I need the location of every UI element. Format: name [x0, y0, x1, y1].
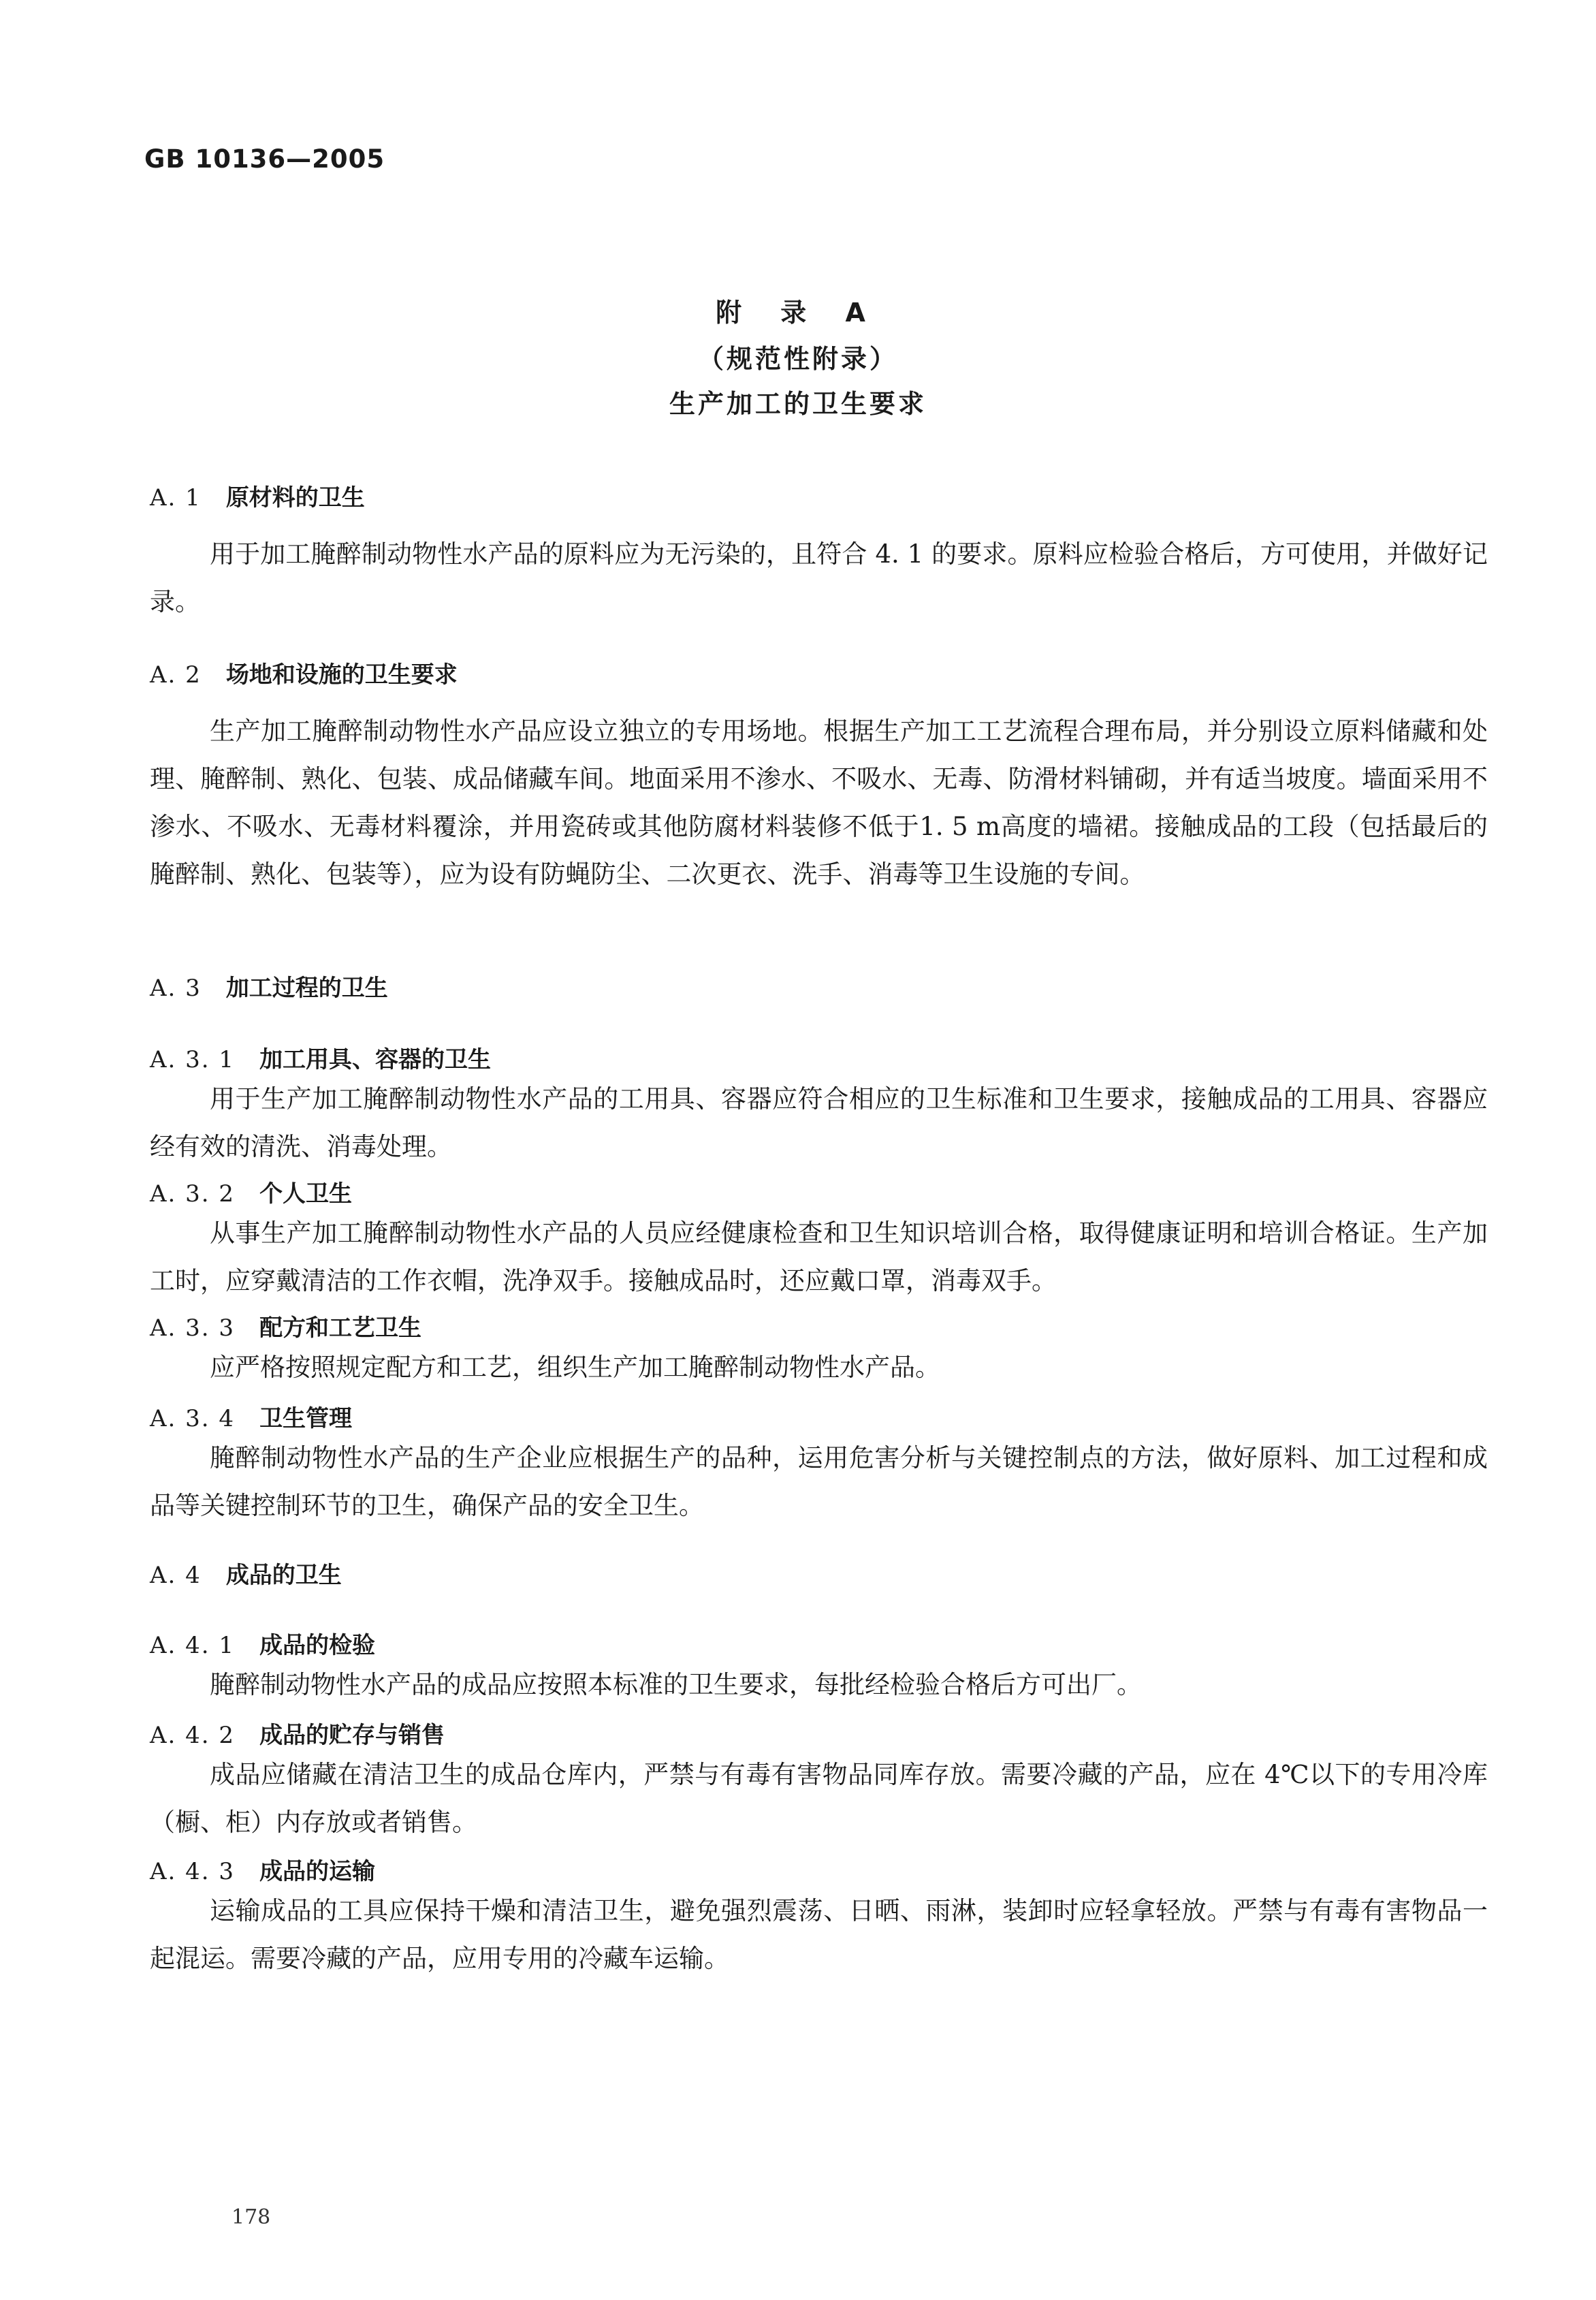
appendix-type: （规范性附录）: [697, 344, 898, 374]
section-title: 加工过程的卫生: [225, 975, 388, 1002]
section-number: A. 3. 1: [150, 1046, 236, 1073]
section-number: A. 3. 2: [150, 1180, 236, 1208]
section-number: A. 3. 4: [150, 1405, 236, 1432]
section-number: A. 3: [150, 975, 202, 1002]
appendix-name: 生产加工的卫生要求: [669, 389, 927, 419]
section-title: 加工用具、容器的卫生: [259, 1046, 492, 1073]
section-heading-a3: [150, 969, 388, 1003]
paragraph-a2: 生产加工腌醉制动物性水产品应设立独立的专用场地。根据生产加工工艺流程合理布局，并分别设立原料储藏和处理、腌醉制、熟化、包装、成品储藏车间。地面采用不渗水、不吸水、无毒、防滑材料铺砌，并有适当坡度。墙面采用不渗水、不吸水、无毒材料覆涂，并用瓷砖或其他防腐材料装修不低于1. 5 m高度的墙裙。接触成品的工段（包括最后的腌醉制、熟化、包装等），应为设有防蝇防尘、二次更衣、洗手、消毒等卫生设施的专间。: [150, 716, 1488, 889]
section-number: A. 4: [150, 1562, 202, 1589]
paragraph-a4-2: 成品应储藏在清洁卫生的成品仓库内，严禁与有毒有害物品同库存放。需要冷藏的产品，应在 4℃以下的专用冷库（橱、柜）内存放或者销售。: [150, 1760, 1488, 1837]
page-number: 178: [232, 2205, 271, 2229]
section-title: 场地和设施的卫生要求: [225, 661, 458, 689]
section-number: A. 2: [150, 661, 202, 689]
section-title: 成品的卫生: [225, 1562, 342, 1589]
section-title: 个人卫生: [259, 1180, 353, 1208]
appendix-title: 附 录 A: [716, 298, 880, 328]
section-title: 成品的贮存与销售: [259, 1722, 445, 1749]
paragraph-a4-3: 运输成品的工具应保持干燥和清洁卫生，避免强烈震荡、日晒、雨淋，装卸时应轻拿轻放。严禁与有毒有害物品一起混运。需要冷藏的产品，应用专用的冷藏车运输。: [150, 1896, 1488, 1973]
paragraph-a3-2: 从事生产加工腌醉制动物性水产品的人员应经健康检查和卫生知识培训合格，取得健康证明和培训合格证。生产加工时，应穿戴清洁的工作衣帽，洗净双手。接触成品时，还应戴口罩，消毒双手。: [150, 1218, 1488, 1295]
section-title: 原材料的卫生: [225, 484, 365, 511]
section-heading-a4-1: [150, 1626, 375, 1660]
paragraph-a3-3: 应严格按照规定配方和工艺，组织生产加工腌醉制动物性水产品。: [210, 1353, 940, 1382]
section-heading-a1: [150, 479, 365, 512]
section-number: A. 4. 3: [150, 1858, 236, 1885]
section-title: 配方和工艺卫生: [259, 1314, 422, 1342]
paragraph-a3-1: 用于生产加工腌醉制动物性水产品的工用具、容器应符合相应的卫生标准和卫生要求，接触成品的工用具、容器应经有效的清洗、消毒处理。: [150, 1084, 1488, 1161]
standard-code: GB 10136—2005: [144, 144, 385, 174]
paragraph-a3-4: 腌醉制动物性水产品的生产企业应根据生产的品种，运用危害分析与关键控制点的方法，做好原料、加工过程和成品等关键控制环节的卫生，确保产品的安全卫生。: [150, 1443, 1488, 1520]
section-number: A. 4. 1: [150, 1632, 236, 1659]
section-heading-a3-1: [150, 1041, 491, 1074]
section-number: A. 1: [150, 484, 202, 511]
section-heading-a3-4: [150, 1400, 352, 1433]
section-heading-a4: [150, 1556, 342, 1590]
section-title: 成品的运输: [259, 1858, 376, 1885]
section-number: A. 4. 2: [150, 1722, 236, 1749]
paragraph-a4-1: 腌醉制动物性水产品的成品应按照本标准的卫生要求，每批经检验合格后方可出厂。: [210, 1670, 1142, 1699]
section-heading-a4-2: [150, 1716, 445, 1750]
section-title: 成品的检验: [259, 1632, 376, 1659]
section-title: 卫生管理: [259, 1405, 353, 1432]
section-heading-a4-3: [150, 1853, 375, 1886]
section-heading-a2: [150, 656, 458, 689]
section-heading-a3-2: [150, 1175, 352, 1208]
section-number: A. 3. 3: [150, 1314, 236, 1342]
paragraph-a1: 用于加工腌醉制动物性水产品的原料应为无污染的，且符合 4. 1 的要求。原料应检验合格后，方可使用，并做好记录。: [150, 539, 1488, 616]
section-heading-a3-3: [150, 1309, 421, 1342]
